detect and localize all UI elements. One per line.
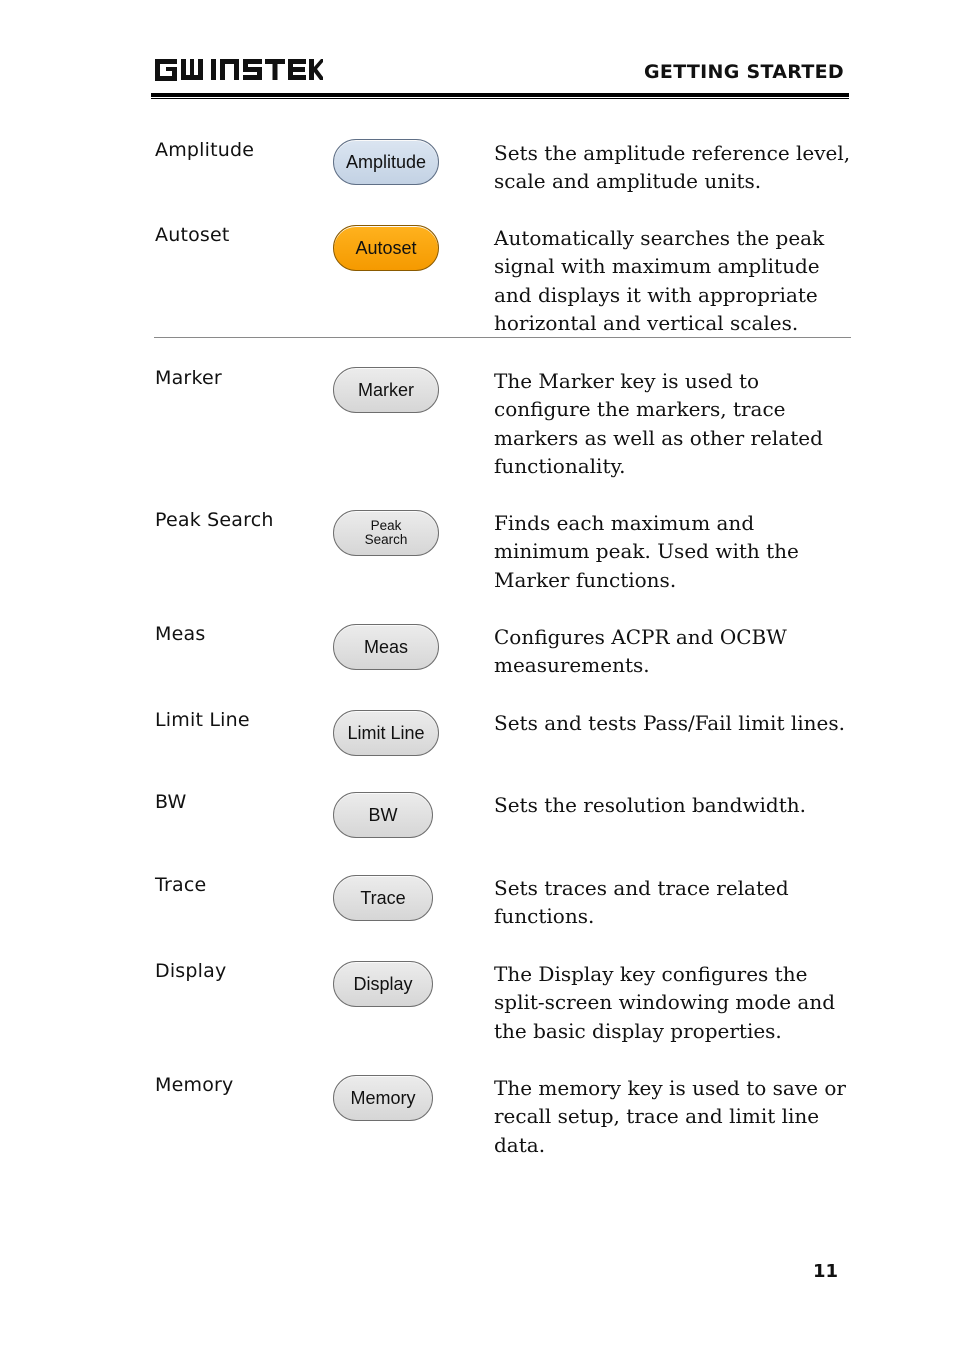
key-description: The memory key is used to save or recall setup, trace and limit line data. <box>494 1076 846 1157</box>
key-name: BW <box>155 791 187 813</box>
page-number: 11 <box>813 1261 839 1282</box>
key-name: Meas <box>155 623 206 645</box>
limit-line-key[interactable]: Limit Line <box>333 710 439 756</box>
header-rule-thin <box>151 98 849 99</box>
key-name: Memory <box>155 1074 234 1096</box>
key-label-line: Peak <box>370 518 402 533</box>
meas-key[interactable]: Meas <box>333 624 439 670</box>
bw-key[interactable]: BW <box>333 792 433 838</box>
trace-key[interactable]: Trace <box>333 875 433 921</box>
key-name: Display <box>155 960 227 982</box>
group-divider <box>154 337 851 338</box>
key-description: Sets and tests Pass/Fail limit lines. <box>494 711 845 735</box>
gw-instek-logo <box>153 55 323 85</box>
display-key[interactable]: Display <box>333 961 433 1007</box>
key-name: Autoset <box>155 224 230 246</box>
key-description: Sets the amplitude reference level, scale and amplitude units. <box>494 141 851 194</box>
key-description: Configures ACPR and OCBW measurements. <box>494 625 787 678</box>
autoset-key[interactable]: Autoset <box>333 225 439 271</box>
key-name: Amplitude <box>155 139 255 161</box>
peak-search-key[interactable] <box>333 510 439 556</box>
key-description: The Display key configures the split-screen windowing mode and the basic display properties. <box>494 962 835 1043</box>
key-description: Automatically searches the peak signal with maximum amplitude and displays it with appropriate horizontal and vertical scales. <box>494 226 825 335</box>
key-name: Peak Search <box>155 509 274 531</box>
marker-key[interactable]: Marker <box>333 367 439 413</box>
key-description: The Marker key is used to configure the markers, trace markers as well as other related functionality. <box>494 369 823 478</box>
key-description: Finds each maximum and minimum peak. Used with the Marker functions. <box>494 511 799 592</box>
key-description: Sets the resolution bandwidth. <box>494 793 807 817</box>
amplitude-key[interactable]: Amplitude <box>333 139 439 185</box>
section-title: GETTING STARTED <box>644 61 844 83</box>
header-rule-thick <box>151 93 849 97</box>
key-name: Marker <box>155 367 222 389</box>
key-name: Trace <box>155 874 207 896</box>
key-name: Limit Line <box>155 709 250 731</box>
key-label-line: Search <box>364 532 408 547</box>
key-description: Sets traces and trace related functions. <box>494 876 789 929</box>
memory-key[interactable]: Memory <box>333 1075 433 1121</box>
